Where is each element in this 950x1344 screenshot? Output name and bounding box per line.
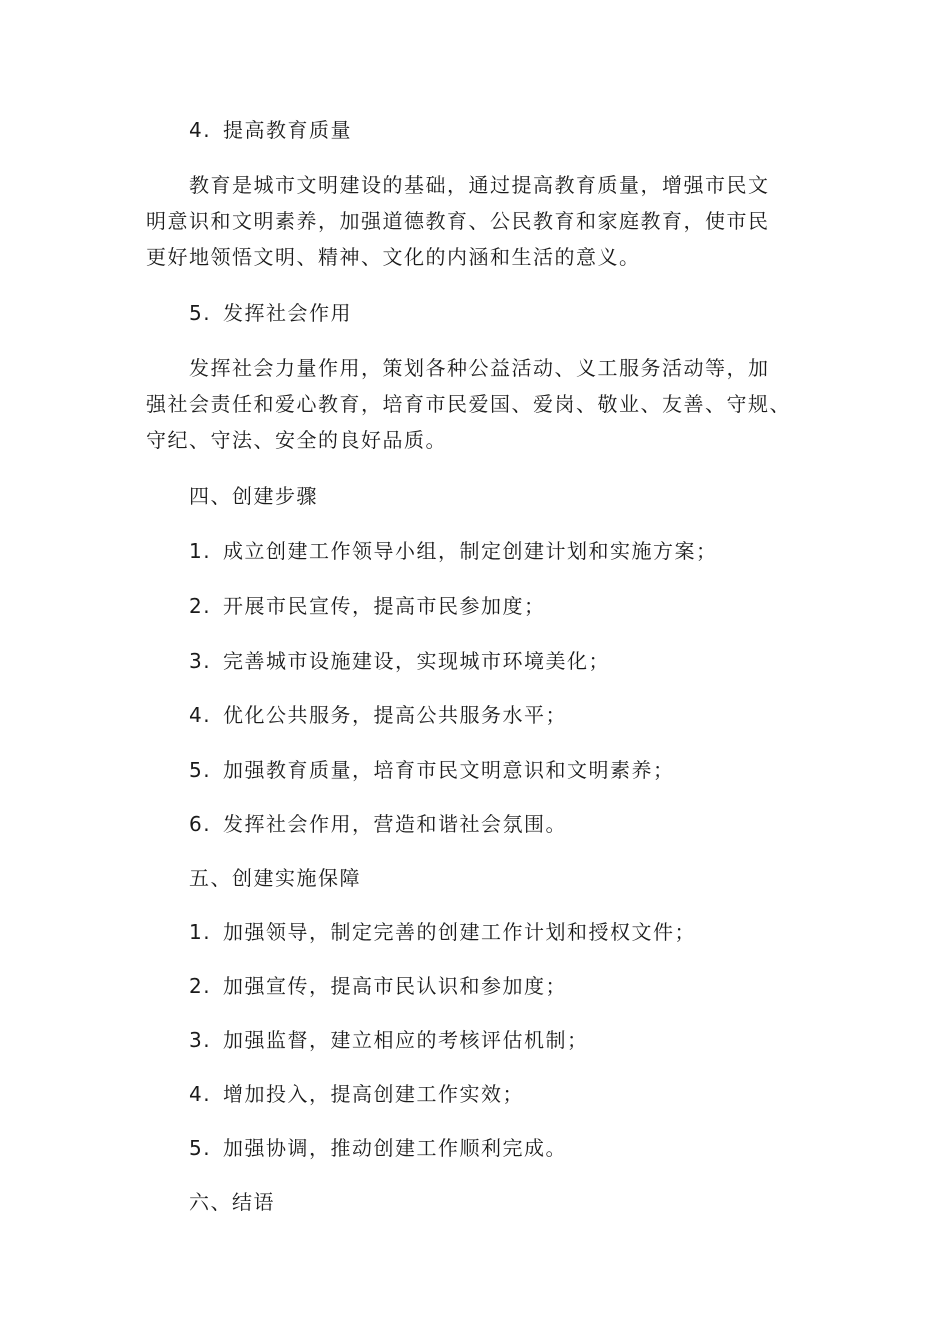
conclusion-heading: 六、结语 — [189, 1190, 275, 1214]
paragraph-line: 教育是城市文明建设的基础，通过提高教育质量，增强市民文 — [189, 173, 770, 197]
paragraph-line: 发挥社会力量作用，策划各种公益活动、义工服务活动等，加 — [189, 356, 770, 380]
list-item: 5. 加强协调，推动创建工作顺利完成。 — [189, 1136, 567, 1160]
paragraph-line: 强社会责任和爱心教育，培育市民爱国、爱岗、敬业、友善、守规、 — [146, 392, 791, 416]
list-item: 4. 增加投入，提高创建工作实效； — [189, 1082, 524, 1106]
heading-number: 4. — [189, 118, 212, 142]
list-item: 1. 加强领导，制定完善的创建工作计划和授权文件； — [189, 920, 696, 944]
list-item: 3. 加强监督，建立相应的考核评估机制； — [189, 1028, 589, 1052]
steps-heading: 四、创建步骤 — [189, 484, 318, 508]
heading-text: 提高教育质量 — [223, 118, 352, 142]
heading-number: 5. — [189, 301, 212, 325]
list-item: 3. 完善城市设施建设，实现城市环境美化； — [189, 649, 610, 673]
paragraph-line: 更好地领悟文明、精神、文化的内涵和生活的意义。 — [146, 245, 641, 269]
paragraph-line: 守纪、守法、安全的良好品质。 — [146, 428, 447, 452]
guarantee-heading: 五、创建实施保障 — [189, 866, 361, 890]
list-item: 4. 优化公共服务，提高公共服务水平； — [189, 703, 567, 727]
section-heading-4 — [0, 116, 950, 144]
list-item: 2. 开展市民宣传，提高市民参加度； — [189, 594, 546, 618]
heading-text: 发挥社会作用 — [223, 301, 352, 325]
list-item: 5. 加强教育质量，培育市民文明意识和文明素养； — [189, 758, 675, 782]
list-item: 6. 发挥社会作用，营造和谐社会氛围。 — [189, 812, 567, 836]
section-heading-5 — [0, 299, 950, 327]
paragraph-line: 明意识和文明素养，加强道德教育、公民教育和家庭教育，使市民 — [146, 209, 770, 233]
list-item: 2. 加强宣传，提高市民认识和参加度； — [189, 974, 567, 998]
list-item: 1. 成立创建工作领导小组，制定创建计划和实施方案； — [189, 539, 718, 563]
